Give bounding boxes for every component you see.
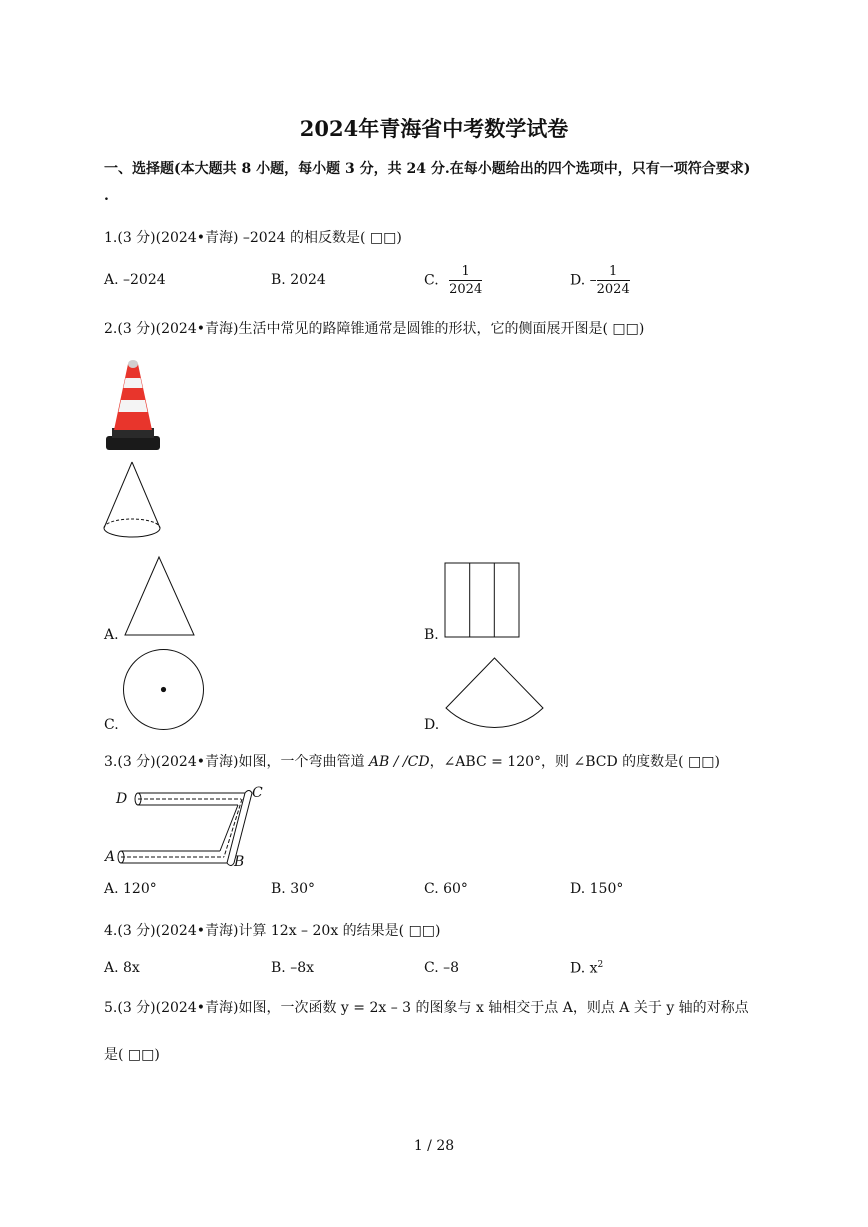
q1-option-d-fraction [597, 263, 630, 298]
q3-option-b: B. 30° [271, 881, 316, 897]
question-1-stem: 1.(3 分)(2024•青海) –2024 的相反数是( □□) [104, 230, 402, 246]
page-number: 1 / 28 [413, 1138, 455, 1154]
question-3-stem-end: ，∠ABC = 120°，则 ∠BCD 的度数是( □□) [429, 754, 720, 770]
q2-option-c-circle [122, 648, 206, 732]
q1-option-b: B. 2024 [271, 272, 326, 288]
q2-option-b: B. [424, 627, 439, 643]
q2-option-d: D. [424, 717, 440, 733]
question-5-stem: 5.(3 分)(2024•青海)如图，一次函数 y = 2x – 3 的图象与 x 轴相交于点 A，则点 A 关于 y 轴的对称点 [104, 1000, 749, 1016]
q4-option-d-base: D. x [570, 960, 598, 977]
q1-option-c-fraction [449, 263, 482, 298]
q2-option-a-triangle [124, 555, 196, 637]
q4-option-d [570, 960, 603, 977]
q1-option-d-numerator: 1 [597, 263, 630, 281]
page-title: 2024年青海省中考数学试卷 [299, 116, 569, 141]
q2-option-d-sector [444, 656, 546, 730]
q2-option-c: C. [104, 717, 119, 733]
q1-option-c-label: C. [424, 272, 439, 289]
q1-option-c [424, 263, 482, 298]
q3-option-a: A. 120° [104, 881, 157, 897]
q1-option-a: A. –2024 [104, 272, 166, 288]
bent-pipe-diagram [112, 784, 272, 874]
q1-option-d [570, 263, 630, 298]
question-2-stem: 2.(3 分)(2024•青海)生活中常见的路障锥通常是圆锥的形状，它的侧面展开图是( □□) [104, 321, 645, 337]
traffic-cone-image [104, 358, 164, 454]
q3-option-c: C. 60° [424, 881, 468, 897]
q4-option-d-exponent: 2 [597, 960, 604, 970]
q4-option-b: B. –8x [271, 960, 314, 976]
q4-option-a: A. 8x [104, 960, 140, 976]
q2-option-b-rectangle [444, 562, 522, 640]
pipe-label-d: D [116, 791, 128, 807]
q1-option-d-label: D. – [570, 272, 597, 289]
question-5-stem-continued: 是( □□) [104, 1047, 160, 1063]
pipe-label-c: C [252, 785, 263, 801]
q2-option-a: A. [104, 627, 119, 643]
q4-option-c: C. –8 [424, 960, 460, 976]
cone-diagram [102, 460, 164, 542]
section-heading-end: . [104, 188, 109, 204]
q1-option-c-numerator: 1 [449, 263, 482, 281]
pipe-label-b: B [234, 854, 245, 870]
question-3-stem [104, 751, 720, 771]
q1-option-d-denominator: 2024 [596, 282, 630, 297]
question-3-parallel: AB / /CD [368, 754, 430, 770]
q1-option-c-denominator: 2024 [449, 282, 483, 297]
question-3-stem-start: 3.(3 分)(2024•青海)如图，一个弯曲管道 [104, 754, 369, 770]
question-4-stem: 4.(3 分)(2024•青海)计算 12x – 20x 的结果是( □□) [104, 923, 441, 939]
section-heading: 一、选择题(本大题共 8 小题，每小题 3 分，共 24 分.在每小题给出的四个选项中，只有一项符合要求) [104, 161, 751, 177]
q3-option-d: D. 150° [570, 881, 624, 897]
pipe-label-a: A [105, 849, 116, 865]
